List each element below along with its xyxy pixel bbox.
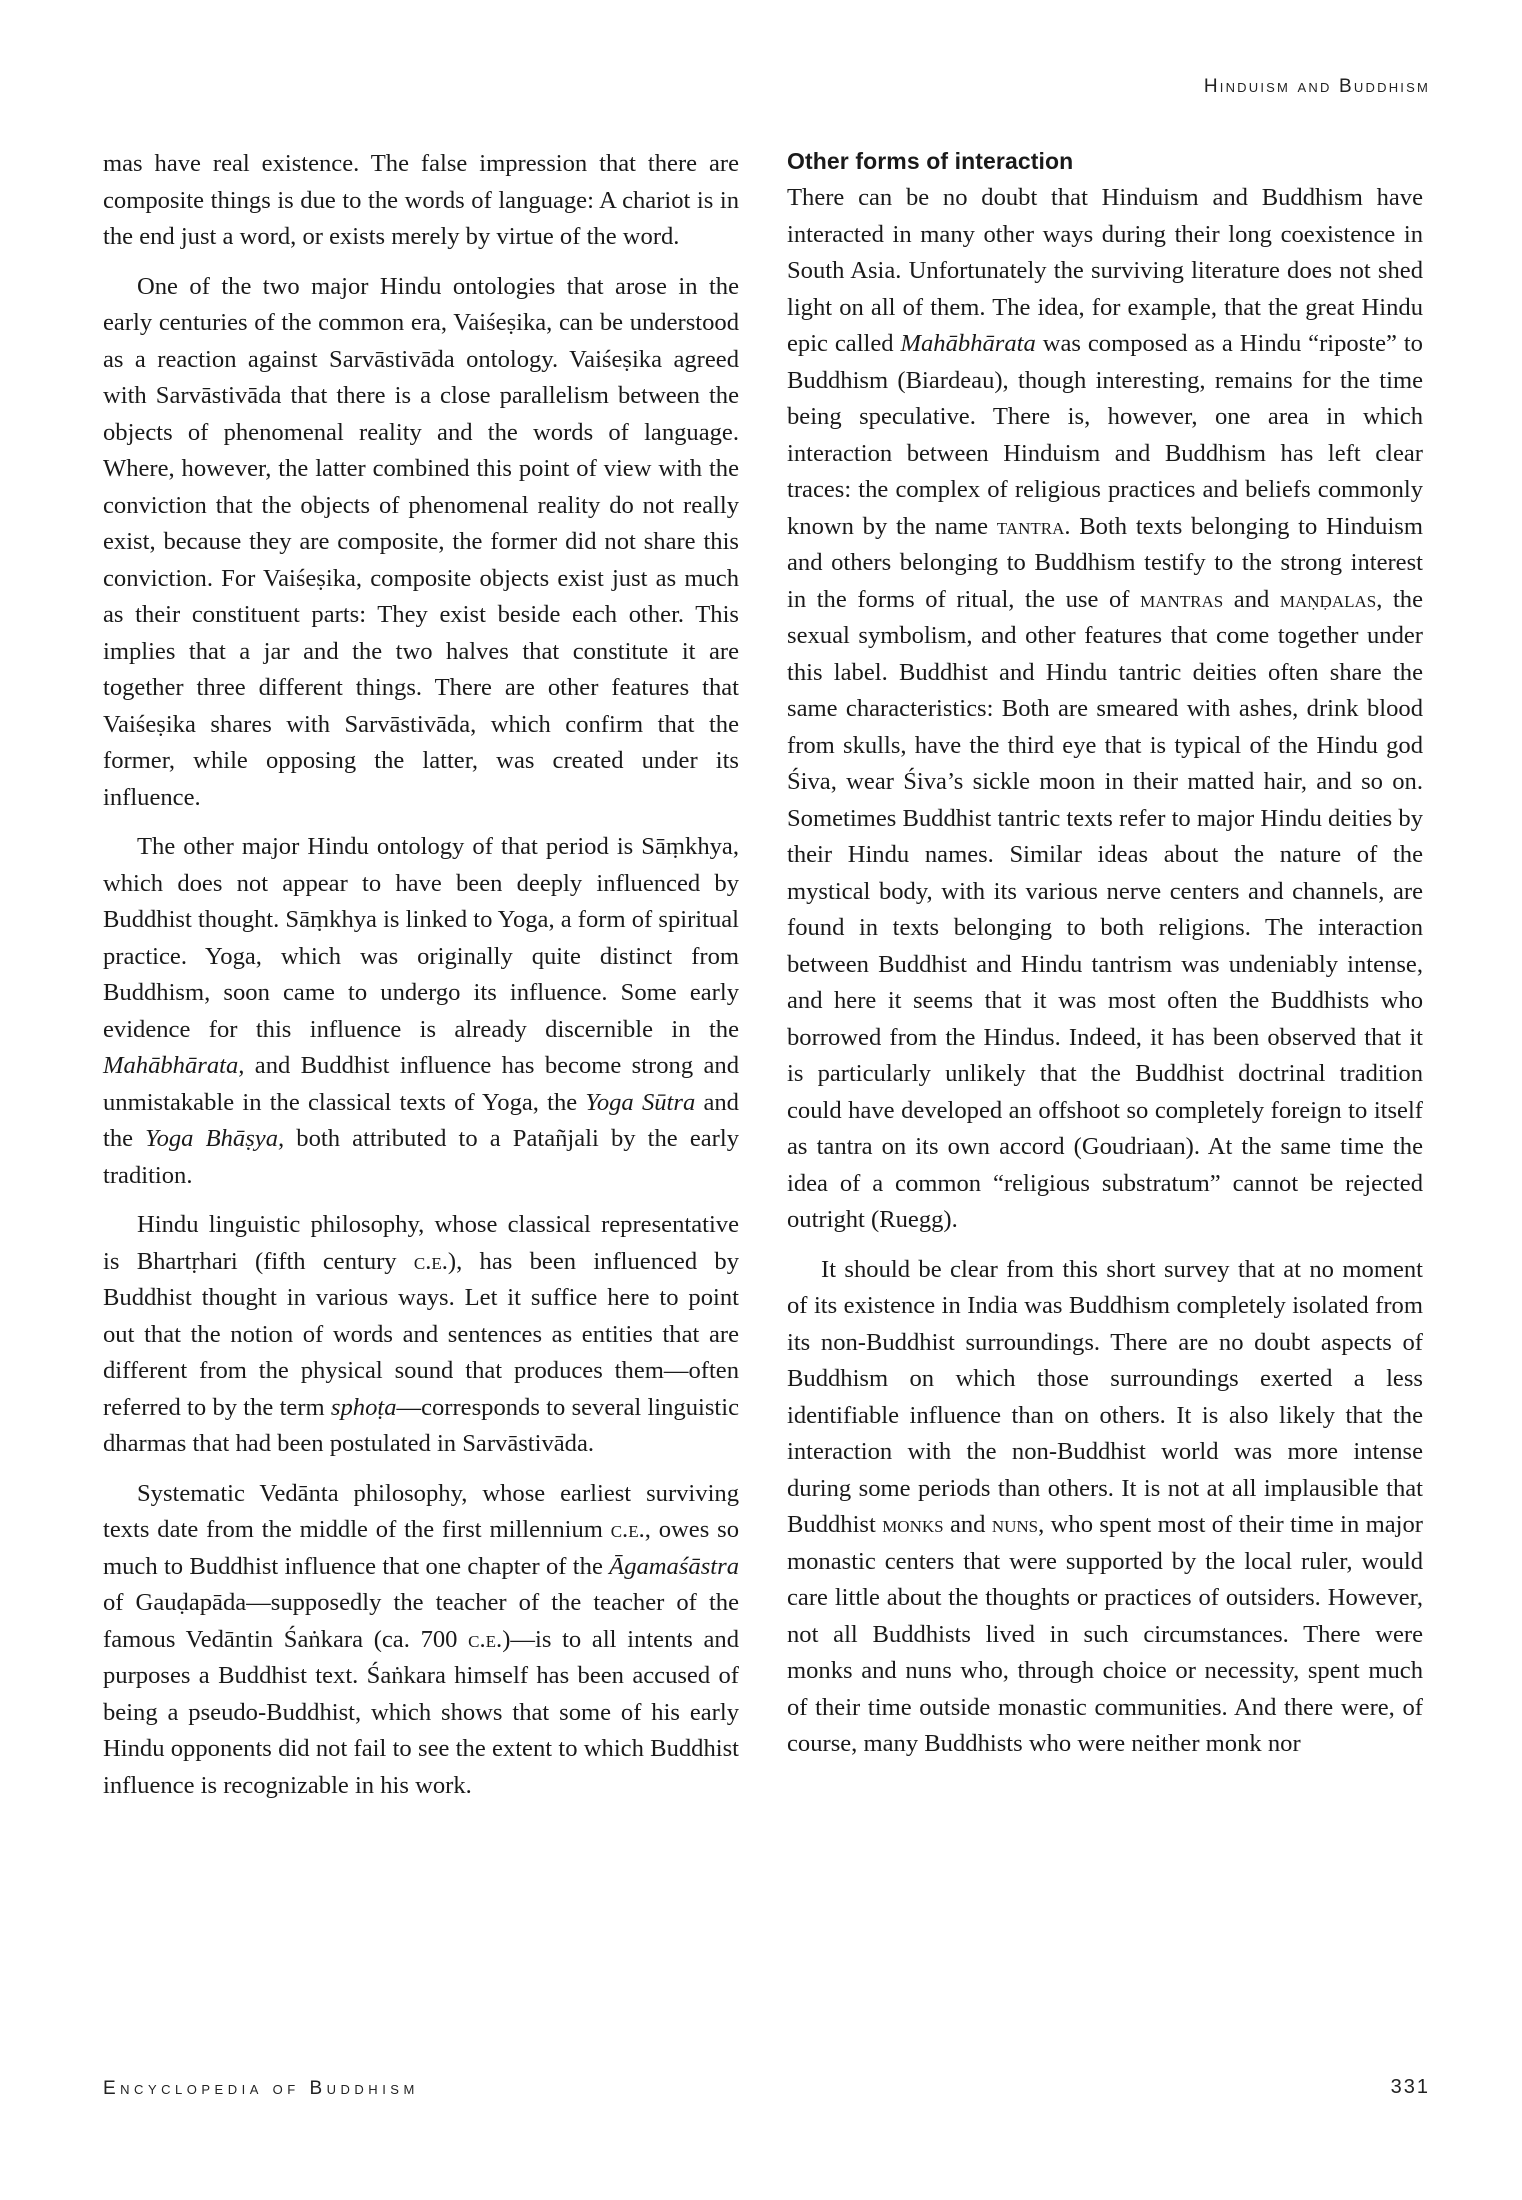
left-column xyxy=(103,146,739,1817)
text-run: was composed as a Hindu “riposte” to Buddhism (Biardeau), though interesting, remains for the time being speculative. There is, however, one area in which interaction between Hinduism and Buddhism has left clear traces: the complex of religious practices and beliefs commonly known by the name xyxy=(787,330,1423,540)
cross-reference: nuns xyxy=(991,1511,1039,1538)
left-paragraph xyxy=(103,1476,739,1805)
right-paragraph xyxy=(787,180,1423,1239)
text-run: of Gauḍapāda—supposedly the teacher of the teacher of the famous Vedāntin Śaṅkara (ca. 700 xyxy=(103,1589,739,1653)
cross-reference: c.e. xyxy=(413,1247,448,1275)
cross-reference: maṇḍalas xyxy=(1279,585,1377,613)
cross-reference: c.e. xyxy=(468,1625,503,1653)
text-run: —corresponds to several linguistic dharmas that had been postulated in Sarvāstivāda. xyxy=(103,1393,739,1457)
text-run: mas have real existence. The false impression that there are composite things is due to the words of language: A chariot is in the end just a word, or exists merely by virtue of the word. xyxy=(103,150,739,250)
italic-term: Āgamaśāstra xyxy=(609,1552,739,1580)
left-paragraph xyxy=(103,146,739,256)
italic-term: Mahābhārata xyxy=(900,330,1036,357)
text-run: Hindu linguistic philosophy, whose classical representative is Bhartṛhari (fifth century xyxy=(103,1211,739,1275)
text-run: There can be no doubt that Hinduism and Buddhism have interacted in many other ways during their long coexistence in South Asia. Unfortunately the surviving literature does not shed light on all of them. The idea, for example, that the great Hindu epic called xyxy=(787,184,1423,357)
italic-term: Yoga Bhāṣya, xyxy=(145,1125,285,1152)
text-run: and xyxy=(943,1511,992,1538)
cross-reference: monks xyxy=(882,1511,944,1538)
text-run: Systematic Vedānta philosophy, whose earliest surviving texts date from the middle of the first millennium xyxy=(103,1479,739,1543)
left-paragraph xyxy=(103,1207,739,1463)
right-column-body xyxy=(787,180,1423,1763)
text-run: It should be clear from this short survey that at no moment of its existence in India was Buddhism completely isolated from its non-Buddhist surroundings. There are no doubt aspects of Buddhism on which those surroundings exerted a less identifiable influence than on others. It is also likely that the interaction with the non-Buddhist world was more intense during some periods than others. It is not at all implausible that Buddhist xyxy=(787,1255,1423,1538)
text-run: The other major Hindu ontology of that period is Sāṃkhya, which does not appear to have been deeply influenced by Buddhist thought. Sāṃkhya is linked to Yoga, a form of spiritual practice. Yoga, which was originally quite distinct from Buddhism, soon came to undergo its influence. Some early evidence for this influence is already discernible in the xyxy=(103,833,740,1043)
text-run: ), has been influenced by Buddhist thought in various ways. Let it suffice here to point out that the notion of words and sentences as entities that are different from the physical sound that produces them—often referred to by the term xyxy=(103,1247,739,1421)
left-paragraph xyxy=(103,829,739,1194)
text-run: , owes so much to Buddhist influence that one chapter of the xyxy=(103,1516,739,1580)
page-number: 331 xyxy=(1390,2076,1430,2098)
left-paragraph xyxy=(103,269,739,817)
text-run: and xyxy=(1223,585,1280,613)
text-run: and Buddhist influence has become strong and unmistakable in the classical texts of Yoga, the xyxy=(103,1052,739,1116)
text-run: both attributed to a Patañjali by the early tradition. xyxy=(103,1125,739,1189)
text-run: One of the two major Hindu ontologies that arose in the early centuries of the common era, Vaiśeṣika, can be understood as a reaction against Sarvāstivāda ontology. Vaiśeṣika agreed with Sarvāstivāda that there is a close parallelism between the objects of phenomenal reality and the words of language. Where, however, the latter combined this point of view with the conviction that the objects of phenomenal reality do not really exist, because they are composite, the former did not share this conviction. For Vaiśeṣika, composite objects exist just as much as their constituent parts: They exist beside each other. This implies that a jar and the two halves that constitute it are together three different things. There are other features that Vaiśeṣika shares with Sarvāstivāda, which confirm that the former, while opposing the latter, was created under its influence. xyxy=(103,272,739,811)
cross-reference: mantras xyxy=(1140,585,1224,613)
running-head: Hinduism and Buddhism xyxy=(1203,76,1430,97)
cross-reference: c.e. xyxy=(610,1516,645,1543)
cross-reference: tantra xyxy=(996,512,1065,540)
text-run: , who spent most of their time in major monastic centers that were supported by the local ruler, would care little about the thoughts or practices of outsiders. However, not all Buddhists lived in such circumstances. There were monks and nuns who, through choice or necessity, spent much of their time outside monastic communities. And there were, of course, many Buddhists who were neither monk nor xyxy=(787,1511,1423,1757)
right-paragraph xyxy=(787,1252,1423,1763)
section-heading: Other forms of interaction xyxy=(787,148,1074,174)
text-run: , the sexual symbolism, and other features that come together under this label. Buddhist and Hindu tantric deities often share the same characteristics: Both are smeared with ashes, drink blood from skulls, have the third eye that is typical of the Hindu god Śiva, wear Śiva’s sickle moon in their matted hair, and so on. Sometimes Buddhist tantric texts refer to major Hindu deities by their Hindu names. Similar ideas about the nature of the mystical body, with its various nerve centers and channels, are found in texts belonging to both religions. The interaction between Buddhist and Hindu tantrism was undeniably intense, and here it seems that it was most often the Buddhists who borrowed from the Hindus. Indeed, it has been observed that it is particularly unlikely that the Buddhist doctrinal tradition could have developed an offshoot so completely foreign to itself as tantra on its own accord (Goudriaan). At the same time the idea of a common “religious substratum” cannot be rejected outright (Ruegg). xyxy=(787,585,1424,1233)
text-run: )—is to all intents and purposes a Buddhist text. Śaṅkara himself has been accused of being a pseudo-Buddhist, which shows that some of his early Hindu opponents did not fail to see the extent to which Buddhist influence is recognizable in his work. xyxy=(103,1625,740,1799)
italic-term: sphoṭa xyxy=(330,1393,397,1421)
italic-term: Yoga Sūtra xyxy=(585,1088,696,1116)
text-run: . Both texts belonging to Hinduism and others belonging to Buddhism testify to the strong interest in the forms of ritual, the use of xyxy=(787,512,1423,613)
footer-title: Encyclopedia of Buddhism xyxy=(103,2078,419,2099)
right-column xyxy=(787,146,1423,1776)
italic-term: Mahābhārata, xyxy=(103,1052,245,1079)
text-run: and the xyxy=(103,1088,739,1152)
